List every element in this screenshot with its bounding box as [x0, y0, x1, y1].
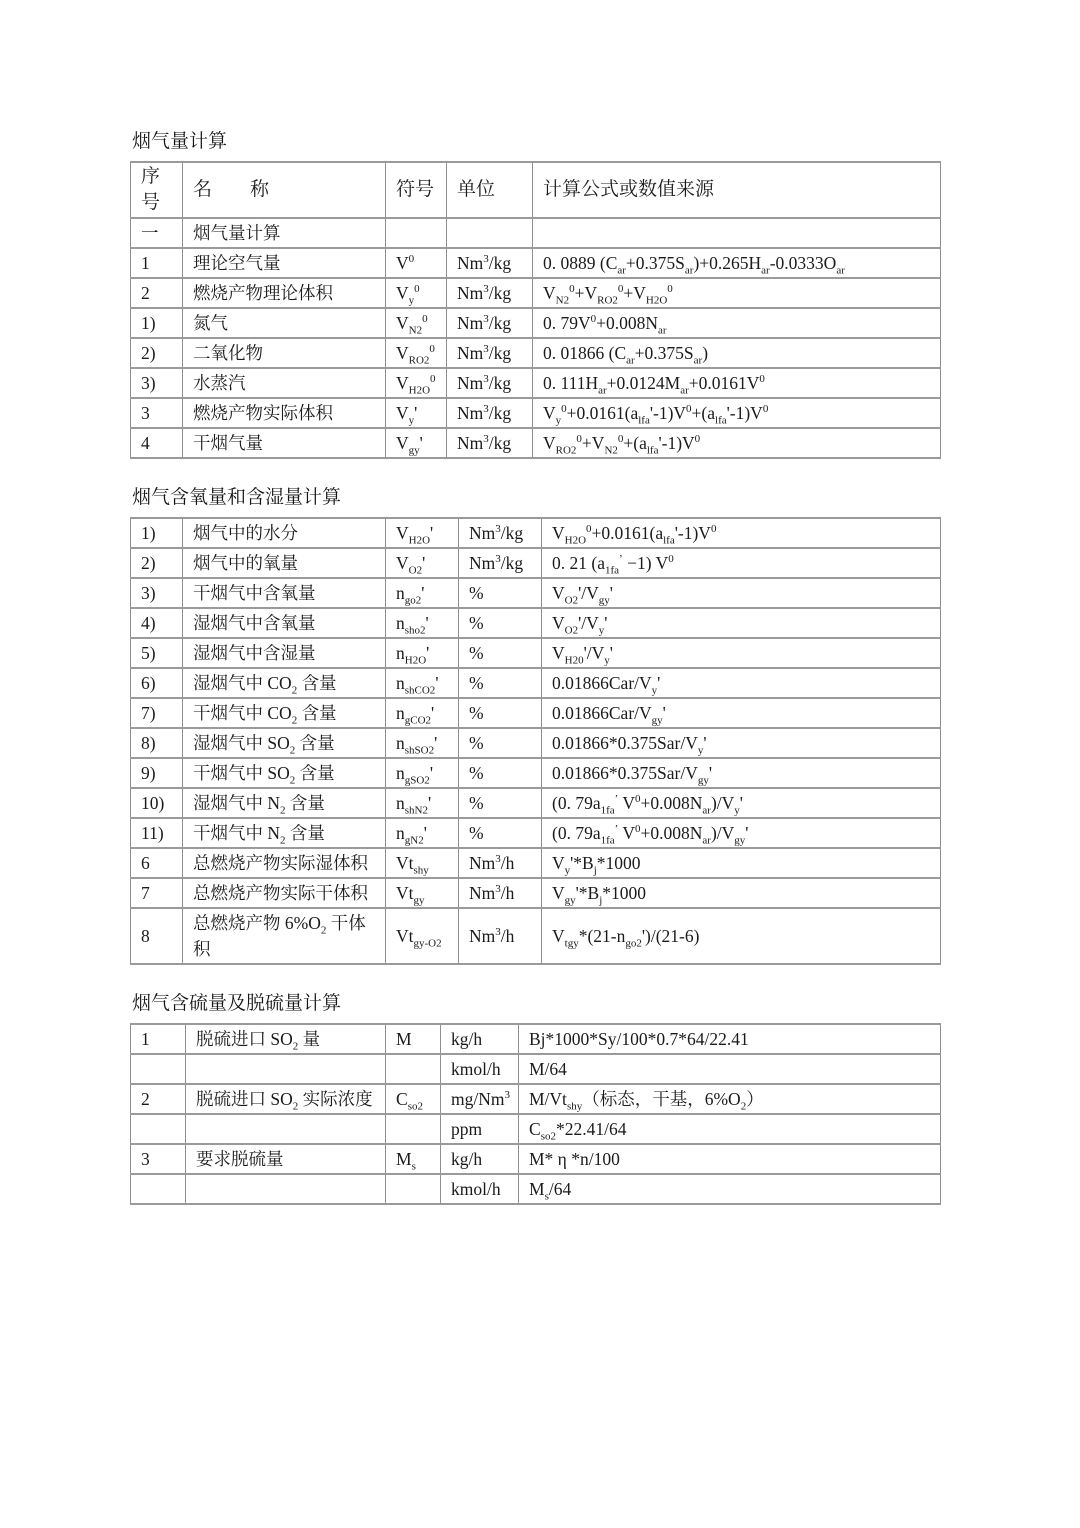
cell-symbol — [386, 1174, 441, 1204]
cell-no: 9) — [131, 758, 183, 788]
cell-formula: 0. 21 $(a_{1fa}^’ -1)$ $V^0$ — [542, 548, 941, 578]
cell-unit: mg/Nm$^3$ — [441, 1084, 519, 1114]
table-row — [131, 818, 941, 848]
cell-name: 干烟气中含氧量 — [183, 578, 386, 608]
table-row — [131, 1144, 941, 1174]
cell-symbol: $V_{H2O}'$ — [386, 518, 459, 548]
table-row — [131, 1024, 941, 1054]
cell-unit: kmol/h — [441, 1054, 519, 1084]
cell-symbol: $V_{N2}^0$ — [386, 308, 447, 338]
table-row — [131, 248, 941, 278]
cell-symbol: $n_{H2O}'$ — [386, 638, 459, 668]
cell-unit: kmol/h — [441, 1174, 519, 1204]
cell-name: 水蒸汽 — [183, 368, 386, 398]
cell-formula: $0.01866*0.375Sar/V_y'$ — [542, 728, 941, 758]
cell-formula: $V_{N2}^0+V_{RO2}^0+V_{H2O}^0$ — [533, 278, 941, 308]
cell-formula: $V_{gy}'*B_j*1000$ — [542, 878, 941, 908]
cell-formula: $M/Vt_{shy}$（标态，干基，$6\%O_2$） — [519, 1084, 941, 1114]
cell-unit: kg/h — [441, 1144, 519, 1174]
cell-name: 干烟气量 — [183, 428, 386, 458]
cell-unit: Nm$^3$/kg — [447, 338, 533, 368]
cell-symbol — [386, 1054, 441, 1084]
cell-name: 湿烟气中含湿量 — [183, 638, 386, 668]
cell-unit: Nm$^3$/kg — [459, 548, 542, 578]
cell-no: 4 — [131, 428, 183, 458]
cell-name: 湿烟气中 $SO_2$ 含量 — [183, 728, 386, 758]
cell-no: 1 — [131, 1024, 186, 1054]
cell-symbol: $Vt_{gy-O2}$ — [386, 908, 459, 964]
cell-symbol: $V_{RO2}^0$ — [386, 338, 447, 368]
cell-formula: M* η *n/100 — [519, 1144, 941, 1174]
table-row — [131, 548, 941, 578]
cell-name: 脱硫进口 $SO_2$ 量 — [186, 1024, 386, 1054]
cell-symbol: $n_{shCO2}'$ — [386, 668, 459, 698]
cell-symbol: $n_{gSO2}'$ — [386, 758, 459, 788]
cell-symbol: $M_s$ — [386, 1144, 441, 1174]
table-row — [131, 758, 941, 788]
section-title-oxygen-moisture: 烟气含氧量和含湿量计算 — [132, 487, 342, 508]
cell-no: 1) — [131, 518, 183, 548]
cell-no: 6 — [131, 848, 183, 878]
flue-gas-volume-table — [130, 161, 941, 459]
cell-name: 二氧化物 — [183, 338, 386, 368]
cell-name: 湿烟气中含氧量 — [183, 608, 386, 638]
cell-formula: M/64 — [519, 1054, 941, 1084]
cell-no: 3 — [131, 1144, 186, 1174]
cell-unit: Nm$^3$/h — [459, 908, 542, 964]
table-row — [131, 518, 941, 548]
cell-name: 湿烟气中 $N_2$ 含量 — [183, 788, 386, 818]
cell-unit: Nm$^3$/kg — [447, 398, 533, 428]
cell-formula: $C_{so2}*22.41/64$ — [519, 1114, 941, 1144]
cell-name: 要求脱硫量 — [186, 1144, 386, 1174]
table-row — [131, 1174, 941, 1204]
section-oxygen-moisture — [130, 486, 940, 965]
cell-no: 7) — [131, 698, 183, 728]
table-row — [131, 218, 941, 248]
cell-formula: $V_{O2}'/V_{gy}'$ — [542, 578, 941, 608]
cell-no: 3 — [131, 398, 183, 428]
cell-no: 6) — [131, 668, 183, 698]
cell-formula: 0. $79V^0+0.008N_{ar}$ — [533, 308, 941, 338]
cell-formula: $0.01866Car/V_y'$ — [542, 668, 941, 698]
cell-formula: $0.01866*0.375Sar/V_{gy}'$ — [542, 758, 941, 788]
cell-symbol: $n_{shSO2}'$ — [386, 728, 459, 758]
sulfur-desulfurization-table — [130, 1023, 941, 1205]
cell-unit — [447, 218, 533, 248]
header-cell-formula: 计算公式或数值来源 — [533, 162, 941, 218]
cell-unit: % — [459, 668, 542, 698]
cell-formula: $V_y'*B_j*1000$ — [542, 848, 941, 878]
cell-name: 理论空气量 — [183, 248, 386, 278]
cell-unit: Nm$^3$/kg — [447, 278, 533, 308]
cell-formula: 0. 01866 $(C_{ar}+0.375S_{ar})$ — [533, 338, 941, 368]
cell-symbol: $Vt_{gy}$ — [386, 878, 459, 908]
cell-name: 氮气 — [183, 308, 386, 338]
cell-name — [186, 1114, 386, 1144]
header-cell-no: 序号 — [131, 162, 183, 218]
cell-name — [186, 1054, 386, 1084]
cell-symbol: $V_y'$ — [386, 398, 447, 428]
cell-symbol: $V_{O2}'$ — [386, 548, 459, 578]
cell-unit: kg/h — [441, 1024, 519, 1054]
cell-formula: $M_s/64$ — [519, 1174, 941, 1204]
cell-formula: $V_{H20}'/V_y'$ — [542, 638, 941, 668]
table-row — [131, 338, 941, 368]
cell-no: 2) — [131, 338, 183, 368]
table-row — [131, 428, 941, 458]
cell-name: 脱硫进口 $SO_2$ 实际浓度 — [186, 1084, 386, 1114]
section-title-sulfur-desulfurization: 烟气含硫量及脱硫量计算 — [132, 993, 342, 1014]
cell-name: 干烟气中 $N_2$ 含量 — [183, 818, 386, 848]
cell-no: 8) — [131, 728, 183, 758]
table-row — [131, 878, 941, 908]
cell-unit: % — [459, 638, 542, 668]
cell-symbol: $V_{H2O}^0$ — [386, 368, 447, 398]
cell-symbol: $n_{shN2}'$ — [386, 788, 459, 818]
cell-no: 1 — [131, 248, 183, 278]
table-row — [131, 1114, 941, 1144]
cell-unit: % — [459, 758, 542, 788]
cell-formula: 0. 0889 $(C_{ar}+0.375S_{ar})+0.265H_{ar}-0.0333O_{ar}$ — [533, 248, 941, 278]
cell-formula: Bj*1000*Sy/100*0.7*64/22.41 — [519, 1024, 941, 1054]
cell-name: 烟气中的水分 — [183, 518, 386, 548]
cell-no: 5) — [131, 638, 183, 668]
cell-unit: % — [459, 608, 542, 638]
cell-symbol: $V_y^0$ — [386, 278, 447, 308]
cell-unit: Nm$^3$/kg — [447, 248, 533, 278]
section-flue-gas-volume — [130, 130, 940, 459]
cell-symbol: $n_{go2}'$ — [386, 578, 459, 608]
cell-formula: $V_y^0+0.0161(a_{lfa}'-1)V^0+(a_{lfa}'-1)V^0$ — [533, 398, 941, 428]
cell-symbol — [386, 218, 447, 248]
cell-symbol: $n_{gN2}'$ — [386, 818, 459, 848]
cell-unit: % — [459, 788, 542, 818]
cell-unit: % — [459, 578, 542, 608]
cell-no: 2) — [131, 548, 183, 578]
cell-no: 2 — [131, 278, 183, 308]
cell-formula: $V_{O2}'/V_y'$ — [542, 608, 941, 638]
cell-formula: 0. $111H_{ar}+0.0124M_{ar}+0.0161V^0$ — [533, 368, 941, 398]
cell-formula: $V_{RO2}^0+V_{N2}^0+(a_{lfa}'-1)V^0$ — [533, 428, 941, 458]
cell-symbol — [386, 1114, 441, 1144]
cell-unit: % — [459, 728, 542, 758]
cell-no: 8 — [131, 908, 183, 964]
cell-name: 总燃烧产物实际干体积 — [183, 878, 386, 908]
cell-no: 7 — [131, 878, 183, 908]
cell-symbol: $V^0$ — [386, 248, 447, 278]
cell-no — [131, 1174, 186, 1204]
table-row — [131, 308, 941, 338]
oxygen-moisture-table — [130, 517, 941, 965]
section-sulfur-desulfurization — [130, 992, 940, 1205]
cell-formula: (0. $79a_{1fa}^’$ $V^0+0.008N_{ar})/V_y'$ — [542, 788, 941, 818]
cell-no: 4) — [131, 608, 183, 638]
cell-no: 10) — [131, 788, 183, 818]
cell-symbol: $C_{so2}$ — [386, 1084, 441, 1114]
cell-formula: $V_{tgy}*(21-n_{go2}')/(21-6)$ — [542, 908, 941, 964]
cell-name: 燃烧产物实际体积 — [183, 398, 386, 428]
header-cell-name: 名 称 — [183, 162, 386, 218]
cell-formula: $V_{H2O}^0+0.0161(a_{lfa}'-1)V^0$ — [542, 518, 941, 548]
cell-unit: Nm$^3$/h — [459, 848, 542, 878]
table-row — [131, 638, 941, 668]
cell-name: 干烟气中 $CO_2$ 含量 — [183, 698, 386, 728]
cell-symbol: M — [386, 1024, 441, 1054]
cell-name — [186, 1174, 386, 1204]
cell-name: 干烟气中 $SO_2$ 含量 — [183, 758, 386, 788]
table-row — [131, 1054, 941, 1084]
cell-no — [131, 1054, 186, 1084]
cell-name: 总燃烧产物实际湿体积 — [183, 848, 386, 878]
cell-unit: ppm — [441, 1114, 519, 1144]
table-row — [131, 668, 941, 698]
cell-name: 燃烧产物理论体积 — [183, 278, 386, 308]
table-row — [131, 608, 941, 638]
table-row — [131, 698, 941, 728]
cell-symbol: $n_{sho2}'$ — [386, 608, 459, 638]
cell-symbol: $n_{gCO2}'$ — [386, 698, 459, 728]
section-title-flue-gas-volume: 烟气量计算 — [132, 131, 228, 152]
table-row — [131, 908, 941, 964]
cell-unit: Nm$^3$/kg — [459, 518, 542, 548]
cell-no: 11) — [131, 818, 183, 848]
cell-no: 2 — [131, 1084, 186, 1114]
cell-no: 3) — [131, 578, 183, 608]
table-row — [131, 368, 941, 398]
header-cell-unit: 单位 — [447, 162, 533, 218]
cell-unit: % — [459, 818, 542, 848]
table-row — [131, 398, 941, 428]
cell-unit: % — [459, 698, 542, 728]
cell-name: 烟气量计算 — [183, 218, 386, 248]
table-header-row — [131, 162, 941, 218]
cell-unit: Nm$^3$/kg — [447, 368, 533, 398]
table-row — [131, 578, 941, 608]
cell-symbol: $Vt_{shy}$ — [386, 848, 459, 878]
table-row — [131, 278, 941, 308]
cell-name: 湿烟气中 $CO_2$ 含量 — [183, 668, 386, 698]
cell-no: 3) — [131, 368, 183, 398]
table-row — [131, 1084, 941, 1114]
table-row — [131, 848, 941, 878]
cell-no — [131, 1114, 186, 1144]
cell-no: 1) — [131, 308, 183, 338]
cell-no: 一 — [131, 218, 183, 248]
table-row — [131, 788, 941, 818]
cell-formula: $0.01866Car/V_{gy}'$ — [542, 698, 941, 728]
cell-name: 总燃烧产物 $6\%O_2$ 干体积 — [183, 908, 386, 964]
cell-symbol: $V_{gy}'$ — [386, 428, 447, 458]
cell-formula — [533, 218, 941, 248]
cell-unit: Nm$^3$/kg — [447, 308, 533, 338]
cell-unit: Nm$^3$/kg — [447, 428, 533, 458]
header-cell-symbol: 符号 — [386, 162, 447, 218]
table-row — [131, 728, 941, 758]
cell-name: 烟气中的氧量 — [183, 548, 386, 578]
cell-formula: (0. $79a_{1fa}^’$ $V^0+0.008N_{ar})/V_{gy}'$ — [542, 818, 941, 848]
cell-unit: Nm$^3$/h — [459, 878, 542, 908]
